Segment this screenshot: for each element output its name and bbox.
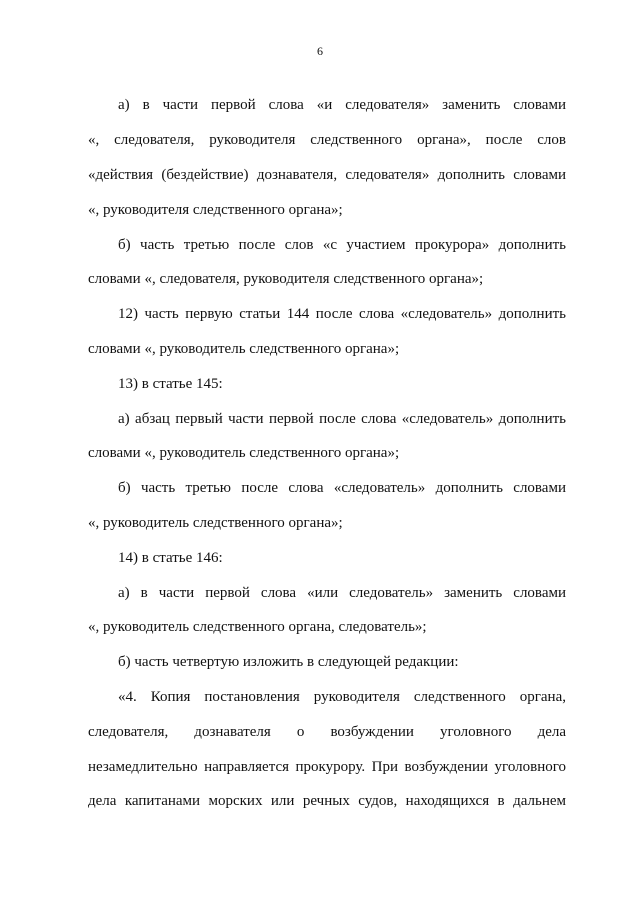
text-line: а) в части первой слова «и следователя» заменить словами — [118, 97, 566, 113]
text-line: б) часть третью после слова «следователь» дополнить словами — [118, 480, 566, 496]
text-line: «, руководителя следственного органа»; — [88, 202, 343, 218]
text-line: а) абзац первый части первой после слова «следователь» дополнить — [118, 411, 566, 427]
text-line: «, руководитель следственного органа»; — [88, 515, 343, 531]
text-line: б) часть третью после слов «с участием прокурора» дополнить — [118, 237, 566, 253]
text-line: 13) в статье 145: — [118, 376, 223, 392]
text-line: б) часть четвертую изложить в следующей редакции: — [118, 654, 459, 670]
text-line: 14) в статье 146: — [118, 550, 223, 566]
text-line: «действия (бездействие) дознавателя, следователя» дополнить словами — [88, 167, 566, 183]
text-line: «4. Копия постановления руководителя следственного органа, — [118, 689, 566, 705]
text-line: словами «, руководитель следственного органа»; — [88, 445, 400, 461]
text-line: незамедлительно направляется прокурору. При возбуждении уголовного — [88, 759, 566, 775]
page-number: 6 — [317, 44, 323, 58]
text-line: следователя, дознавателя о возбуждении уголовного дела — [88, 724, 566, 740]
text-line: словами «, следователя, руководителя следственного органа»; — [88, 271, 484, 287]
text-line: а) в части первой слова «или следователь» заменить словами — [118, 585, 566, 601]
text-line: 12) часть первую статьи 144 после слова «следователь» дополнить — [118, 306, 566, 322]
text-line: словами «, руководитель следственного органа»; — [88, 341, 400, 357]
text-line: «, следователя, руководителя следственного органа», после слов — [88, 132, 566, 148]
text-line: дела капитанами морских или речных судов, находящихся в дальнем — [88, 793, 566, 809]
text-line: «, руководитель следственного органа, следователь»; — [88, 619, 427, 635]
